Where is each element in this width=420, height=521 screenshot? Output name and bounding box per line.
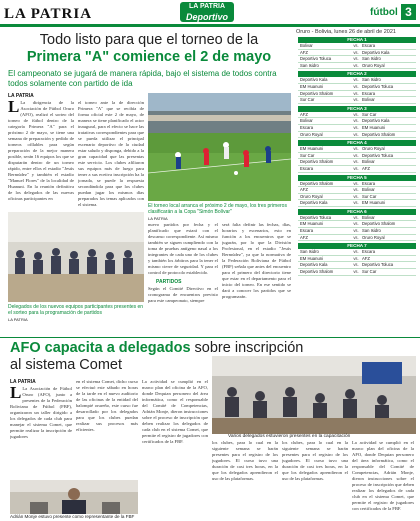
story1-column1 [8, 100, 74, 210]
story1-byline: LA PATRIA [8, 93, 34, 99]
fixture-table [298, 37, 416, 278]
fixture-date-header: FECHA 4 [298, 140, 416, 146]
versus-label: vs. [353, 249, 359, 255]
fixture-row [298, 63, 416, 70]
training-photo [212, 356, 416, 434]
away-team: Deportivo Toluca [362, 262, 394, 268]
story1-col3-text: nuevo partidos por fecha y el planificado que estará con el descanso correspondiente. Así mismo también se siguen cumpliendo con la toma de pruebas antígeno nasal a los integrantes de cada uno de los clubes y también los árbitros para la tener el mismo cierre de seguridad. Y para el control de protocolo establecido. [148, 222, 218, 275]
home-team: Deportivo Shalom [300, 180, 334, 186]
home-team: San Isidro [300, 62, 319, 68]
match-photo-image [148, 93, 291, 201]
home-team: Deportivo Kala [300, 77, 328, 83]
fixture-row [298, 262, 416, 269]
versus-label: vs. [353, 124, 359, 130]
story1-dropcap: L [8, 100, 20, 116]
away-team: Bolivar [362, 214, 375, 220]
match-photo-credit: LA PATRIA [148, 216, 168, 221]
away-team: Sur Car [362, 193, 377, 199]
story2-headline-part1: AFO capacita a delegados [10, 340, 191, 356]
away-team: Oruro Royal [362, 62, 385, 68]
story1-col1-text: La dirigencia de la Asociación de Fútbol Oruro (AFO), realizó el sorteo del torneo de fútbol dentro de la categoría Primera "A" para el próximo 2 de mayo, se tiene una semana de preparación y pedido de torneos ofílables para según preparación de la mejor manera posible, serán 16 equipos los que se disputarán dentro de un torneo rápido, entre ellos el estadio "Jesús Bermúdez" y también el estadio "Manuel Flores" de la localidad de Huanuni. En la reunión definitiva de los delegados de las nuevas oficinas participantes en [8, 100, 74, 201]
fixture-row [298, 256, 416, 263]
fixture-row [298, 84, 416, 91]
story1-column3 [148, 222, 218, 334]
home-team: Oruro Royal [300, 131, 323, 137]
fixture-row [298, 159, 416, 166]
fixture-row [298, 194, 416, 201]
home-team: AFZ [300, 234, 308, 240]
story2-headline-part2: sobre inscripción al sistema Comet [10, 340, 304, 373]
away-team: Deportivo Toluca [362, 83, 394, 89]
home-team: Sur Car [300, 152, 315, 158]
fixture-row [298, 200, 416, 207]
fixture-date-header: FECHA 6 [298, 209, 416, 215]
versus-label: vs. [353, 97, 359, 103]
home-team: Deportivo Kala [300, 262, 328, 268]
home-team: Deportivo Toluca [300, 214, 332, 220]
fixture-date-header: FECHA 1 [298, 37, 416, 43]
monje-photo-image [10, 480, 138, 514]
fixture-row [298, 235, 416, 242]
versus-label: vs. [353, 111, 359, 117]
away-team: Deportivo Kala [362, 118, 390, 124]
monje-photo [10, 480, 138, 514]
story2-col1-text: La Asociación de Fútbol Oruro (AFO), junto a presentes de la Federación Boliviana de Fútbol (FBF), organizaron un taller dirigido a los delegados de cada club para manejar el sistema Comet, que permite realizar la inscripción de jugadores [10, 386, 72, 439]
versus-label: vs. [353, 180, 359, 186]
versus-label: vs. [353, 200, 359, 206]
fixture-date-header: FECHA 2 [298, 71, 416, 77]
home-team: Sur Car [300, 97, 315, 103]
versus-label: vs. [353, 262, 359, 268]
home-team: Deportivo Shalom [300, 269, 334, 275]
story1-column2: el torneo ante la de dirección Primera "A" que se recibía de forma oficial este 2 de mayo, de manera se tiene planificado el actor inaugural, para el efecto se hace las tratativas correspondientes para que se pueda utilizar el principal escenario deportivo de la ciudad estar saludo y disponga, debido a la gran capacidad que las presentas este servicio. Los clubes afiliaron sus equipos más de luego para tener a sus ecetiva inscripción ha la jornada, se puede la respuesta secondándola para que los clubes puedan jugar los mismos días preparados los temas aplicados con el sistema. [78, 100, 144, 207]
brand-name: LA PATRIA [4, 6, 93, 22]
story2-column2: en el sistema Comet, dicho curso se efectuó este sábado en horas de la tarde en el nuevo auditorio de las oficinas de la entidad del balompié orureño, este curso fue desarrollado por los delegados para que los clubes puedan realizar sus procesos más eficientes. [76, 379, 138, 432]
versus-label: vs. [353, 221, 359, 227]
training-photo-image [212, 356, 416, 434]
away-team: Deportivo Kala [362, 49, 390, 55]
versus-label: vs. [353, 146, 359, 152]
fixture-group [298, 175, 416, 207]
section-logo [180, 2, 234, 22]
training-photo-caption: Varios delegados estuvieron presentes en la capacitación [228, 434, 351, 439]
section-label: fútbol [370, 7, 398, 18]
story-separator [0, 337, 420, 338]
versus-label: vs. [353, 187, 359, 193]
story2-column3: La actividad se cumplió en el marco plan del oficina de la AFO, donde Dequian personero del área informática, como el responsable del Comité de Competencias, Adrián Monje, dieron instrucciones sobre el proceso de inscripción que deben realizar los delegados de cada club en el sistema Comet, que permite el registro de jugadores con certificados de la FBF. [142, 379, 208, 444]
versus-label: vs. [353, 90, 359, 96]
home-team: Deportivo Kala [300, 200, 328, 206]
dateline: Oruro - Bolivia, lunes 26 de abril de 2021 [296, 29, 396, 35]
versus-label: vs. [353, 49, 359, 55]
fixture-row [298, 249, 416, 256]
fixture-row [298, 50, 416, 57]
versus-label: vs. [353, 43, 359, 48]
story1-subhead: El campeonato se jugará de manera rápida, bajo el sistema de todos contra todos solamente con partido de ida [8, 69, 277, 88]
fixture-group [298, 140, 416, 172]
fixture-row [298, 187, 416, 194]
home-team: Escara [300, 165, 314, 171]
fixture-date-header: FECHA 7 [298, 243, 416, 249]
story2-byline: LA PATRIA [10, 379, 36, 385]
away-team: EM Huanuni [362, 124, 386, 130]
home-team: EM Huanuni [300, 255, 324, 261]
home-team: Deportivo Toluca [300, 56, 332, 62]
fixture-row [298, 221, 416, 228]
versus-label: vs. [353, 165, 359, 171]
home-team: Bolivar [300, 118, 313, 124]
page-number: 3 [401, 4, 416, 20]
fixture-row [298, 132, 416, 139]
away-team: EM Huanuni [362, 200, 386, 206]
story1-col3b-text: Según el Comité Directivo en el cronograma de encuentros previsto para este campeonato, siempre [148, 286, 218, 303]
fixture-row [298, 146, 416, 153]
fixture-group [298, 37, 416, 69]
home-team: EM Huanuni [300, 146, 324, 152]
home-team: San Isidro [300, 249, 319, 255]
fixture-row [298, 112, 416, 119]
story2-dropcap: L [10, 386, 22, 402]
monje-photo-caption: Adrián Monje estuvo presente como representante de la FBF [10, 514, 135, 519]
away-team: AFZ [362, 165, 370, 171]
away-team: Sur Car [362, 111, 377, 117]
fixture-row [298, 181, 416, 188]
away-team: Deportivo Shalom [362, 221, 396, 227]
home-team: Escara [300, 228, 314, 234]
masthead [0, 0, 420, 30]
versus-label: vs. [353, 56, 359, 62]
logo-line1: LA PATRIA [188, 3, 226, 10]
away-team: AFZ [362, 255, 370, 261]
away-team: Oruro Royal [362, 234, 385, 240]
match-photo [148, 93, 291, 201]
home-team: AFZ [300, 111, 308, 117]
fixture-row [298, 269, 416, 276]
fixture-row [298, 166, 416, 173]
versus-label: vs. [353, 62, 359, 68]
delegates-photo-credit: LA PATRIA [8, 317, 28, 322]
versus-label: vs. [353, 83, 359, 89]
home-team: EM Huanuni [300, 83, 324, 89]
versus-label: vs. [353, 118, 359, 124]
versus-label: vs. [353, 234, 359, 240]
versus-label: vs. [353, 159, 359, 165]
story2-column5: los clubes, para lo cual en la siguiente semana se harán presentes para el registro de los jugadores. El curso tuvo una duración de casi tres horas, en la que los delegados aprendieron el uso de las plataformas. [282, 440, 348, 481]
versus-label: vs. [353, 269, 359, 275]
versus-label: vs. [353, 255, 359, 261]
story2-column4: los clubes, para lo cual en la siguiente semana se harán presentes para el registro de los jugadores. El curso tuvo una duración de casi tres horas, en la que los delegados aprendieron el uso de las plataformas. [212, 440, 278, 481]
delegates-photo [8, 212, 144, 302]
story2-column6: La actividad se cumplió en el marco plan del oficina de la AFO, donde Dequian personero del área informática, como el responsable del Comité de Competencias, Adrián Monje, dieron instrucciones sobre el proceso de inscripción que deben realizar los delegados de cada club en el sistema Comet, que permite el registro de jugadores con certificados de la FBF. [352, 440, 414, 511]
fixture-row [298, 56, 416, 63]
versus-label: vs. [353, 228, 359, 234]
story1-headline-line1: Todo listo para que el torneo de la [39, 32, 259, 48]
away-team: Bolivar [362, 187, 375, 193]
away-team: Deportivo Toluca [362, 152, 394, 158]
fixture-row [298, 43, 416, 50]
versus-label: vs. [353, 131, 359, 137]
away-team: San Isidro [362, 56, 381, 62]
match-photo-caption: El torneo local arranca el próximo 2 de mayo, los tres primeros clasificarán a la Copa "Simón Bolívar" [148, 203, 287, 215]
away-team: Sur Car [362, 269, 377, 275]
fixture-row [298, 91, 416, 98]
home-team: Oruro Royal [300, 193, 323, 199]
story2-column1 [10, 386, 72, 478]
story1-subsection: PARTIDOS [156, 279, 182, 285]
fixture-date-header: FECHA 3 [298, 106, 416, 112]
home-team: Escara [300, 124, 314, 130]
delegates-photo-image [8, 212, 144, 302]
away-team: San Isidro [362, 228, 381, 234]
story1-headline [8, 32, 290, 66]
fixture-date-header: FECHA 5 [298, 175, 416, 181]
story1-column4: será falta definir las fechas, días, horarios y escenarios, esto en función a los encuentros que se jugarán, por lo que la División Profesional, en el estadio "Jesús Bermúdez", ya que la normativa de la Federación Boliviana de Fútbol (FBF) señala que antes del encuentro para el primero del directorio tiene que estar en el departamento para el inicio del torneo. En ese sentido se dará a conocer los partidos que se programarán. [222, 222, 291, 299]
fixture-row [298, 153, 416, 160]
away-team: Deportivo Shalom [362, 131, 396, 137]
away-team: Escara [362, 43, 376, 48]
fixture-group [298, 71, 416, 103]
header-rule [0, 24, 420, 27]
fixture-row [298, 118, 416, 125]
home-team: Deportivo Shalom [300, 90, 334, 96]
fixture-group [298, 243, 416, 275]
logo-line2: Deportivo [185, 12, 228, 22]
away-team: San Isidro [362, 77, 381, 83]
story1-headline-line2: Primera "A" comience el 2 de mayo [26, 49, 272, 65]
fixture-group [298, 209, 416, 241]
away-team: Bolivar [362, 159, 375, 165]
away-team: Escara [362, 249, 376, 255]
fixture-row [298, 77, 416, 84]
versus-label: vs. [353, 193, 359, 199]
fixture-row [298, 97, 416, 104]
fixture-row [298, 125, 416, 132]
away-team: Escara [362, 180, 376, 186]
versus-label: vs. [353, 152, 359, 158]
home-team: AFZ [300, 187, 308, 193]
home-team: Deportivo Shalom [300, 159, 334, 165]
fixture-row [298, 215, 416, 222]
home-team: EM Huanuni [300, 221, 324, 227]
fixture-row [298, 228, 416, 235]
versus-label: vs. [353, 214, 359, 220]
fixture-group [298, 106, 416, 138]
away-team: Oruro Royal [362, 146, 385, 152]
home-team: Bolivar [300, 43, 313, 48]
delegates-photo-caption: Delegados de los nuevos equipos participantes presentes en el sorteo para la programación de partidos [8, 304, 144, 316]
away-team: Bolivar [362, 97, 375, 103]
away-team: Escara [362, 90, 376, 96]
home-team: AFZ [300, 49, 308, 55]
versus-label: vs. [353, 77, 359, 83]
